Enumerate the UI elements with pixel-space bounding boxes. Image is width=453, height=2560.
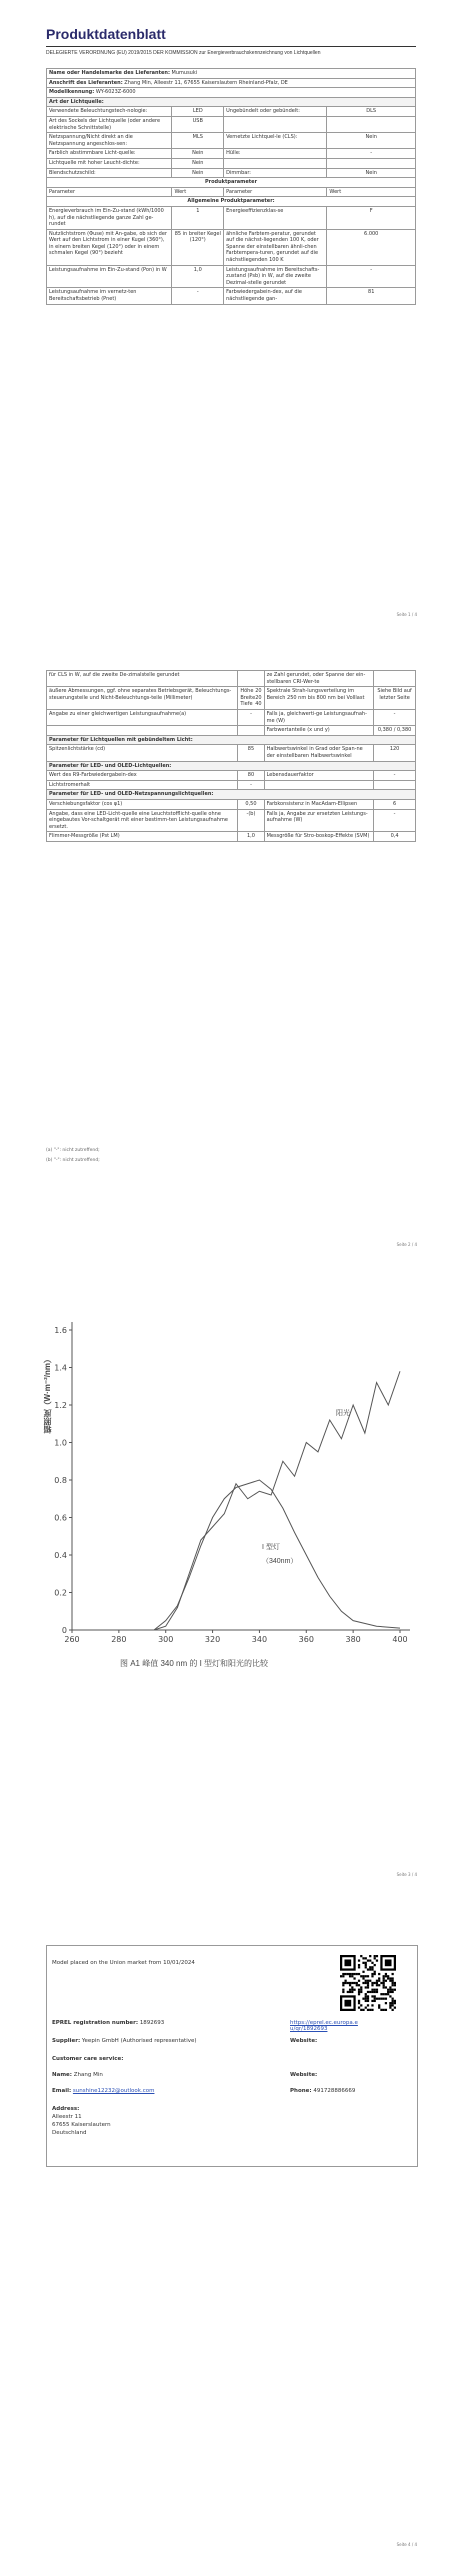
col-header: Wert (172, 187, 224, 197)
y-tick-label: 1.0 (54, 1438, 67, 1448)
x-tick-label: 360 (298, 1635, 314, 1644)
dimension-entry (240, 695, 261, 702)
dimension-entry (240, 688, 261, 695)
param-value: - (327, 265, 416, 288)
param-label: ähnliche Farbtem-peratur, gerundet auf die nächst-liegenden 100 K, oder Spanne der einstellbaren ähnli-chen Farbtempera-turen, gerundet auf die nächstliegenden 100 K (224, 229, 327, 265)
dimension-value: 40 (255, 701, 262, 708)
param-label: Farbkonsistenz in MacAdam-Ellipsen (264, 799, 374, 809)
chart-y-axis-label: 辐照度（W·m⁻²/nm） (43, 1355, 52, 1434)
supplier-row (52, 2038, 197, 2044)
param-label: Leistungsaufnahme im Ein-Zu-stand (Pon) in W (47, 265, 172, 288)
param-value: - (374, 809, 416, 832)
eprel-label: EPREL registration number: (52, 2020, 139, 2026)
eprel-row (52, 2020, 164, 2026)
y-tick-label: 0.8 (54, 1476, 67, 1485)
table-row (47, 168, 416, 178)
param-label: Farblich abstimmbare Licht-quelle: (47, 149, 172, 159)
chart-annotation-sun: 阳光 (336, 1410, 350, 1417)
param-value (374, 671, 416, 687)
page-3 (0, 1260, 453, 1891)
type-header: Art der Lichtquelle: (47, 97, 416, 107)
param-value: DLS (327, 107, 416, 117)
name-value: Zhang Min (73, 2072, 103, 2078)
model-value: WY-6023Z-6000 (95, 89, 136, 96)
param-value: 85 (238, 745, 264, 761)
dimension-entry (240, 701, 261, 708)
param-label: Energieverbrauch im Ein-Zu-stand (kWh/1000 h), auf die nächstliegende ganze Zahl ge-rundet (47, 206, 172, 229)
param-label: Spitzenlichtstärke (cd) (47, 745, 238, 761)
address-value: Zhang Min, Alleestr 11, 67655 Kaiserslautern Rheinland-Pfalz, DE (124, 79, 288, 86)
name-label: Name: (52, 2072, 72, 2078)
x-tick-label: 400 (392, 1635, 408, 1644)
x-tick-label: 280 (111, 1635, 127, 1644)
supplier-table (46, 68, 416, 305)
website-label: Website: (290, 2038, 318, 2044)
table-row (47, 133, 416, 149)
page-number: Seite 2 / 4 (396, 1242, 417, 1247)
param-label: Angabe, dass eine LED-Licht-quelle eine Leuchtstofflicht-quelle ohne eingebautes Vor-schaltgerät mit einer bestimm-ten Leistungsaufnahme ersetzt. (47, 809, 238, 832)
phone-label: Phone: (290, 2088, 312, 2094)
param-value: 6.000 (327, 229, 416, 265)
param-label: ze Zahl gerundet, oder Spanne der ein-stellbaren CRI-Wer-te (264, 671, 374, 687)
y-tick-label: 1.2 (54, 1401, 67, 1410)
table-row (47, 116, 416, 132)
param-value: 0,380 / 0,380 (374, 726, 416, 736)
param-label: Verwendete Beleuchtungstech-nologie: (47, 107, 172, 117)
table-row (47, 107, 416, 117)
x-tick-label: 300 (158, 1635, 174, 1644)
phone-row (290, 2088, 355, 2094)
param-label: Farbwertanteile (x und y) (264, 726, 374, 736)
dimension-label: Breite (240, 694, 256, 701)
email-link[interactable]: sunshine12232@outlook.com (72, 2088, 155, 2094)
param-label: Verschiebungsfaktor (cos φ1) (47, 799, 238, 809)
table-row (47, 265, 416, 288)
col-header: Parameter (47, 187, 172, 197)
param-label: Lichtquelle mit hoher Leucht-dichte: (47, 158, 172, 168)
param-value (238, 671, 264, 687)
params-header: Produktparameter (47, 178, 416, 188)
table-row (47, 771, 416, 781)
param-label: Energieeffizienzklas-se (224, 206, 327, 229)
param-label: Flimmer-Messgröße (Pst LM) (47, 832, 238, 842)
table-row (47, 206, 416, 229)
table-row (47, 799, 416, 809)
param-label: Art des Sockels der Lichtquelle (oder andere elektrische Schnittstelle) (47, 116, 172, 132)
brand-label: Name oder Handelsmarke des Lieferanten: (49, 70, 170, 76)
param-label: äußere Abmessungen, ggf. ohne separates Betriebsgerät, Beleuchtungs-steuerungsteile und Nicht-Beleuchtungs-teile (Millimeter) (47, 687, 238, 710)
param-value: Nein (172, 158, 224, 168)
email-row (52, 2088, 154, 2094)
param-value: - (238, 780, 264, 790)
footnote-b: (b) "-": nicht zutreffend; (46, 1158, 100, 1163)
table-row (47, 229, 416, 265)
param-value: 6 (374, 799, 416, 809)
param-value: 1,0 (238, 832, 264, 842)
param-label: Nutzlichtstrom (Φuse) mit An-gabe, ob sich der Wert auf den Lichtstrom in einer Kugel (360°), in einem breiten Kegel (120°) oder in einem schmalen Kegel (90°) bezieht (47, 229, 172, 265)
param-value: 80 (238, 771, 264, 781)
param-value (327, 116, 416, 132)
x-tick-label: 320 (204, 1635, 221, 1644)
param-label: Leistungsaufnahme im vernetz-ten Bereitschaftsbetrieb (Pnet) (47, 288, 172, 304)
param-label: Angabe zu einer gleichwertigen Leistungsaufnahme(a) (47, 709, 238, 725)
eprel-value: 1892693 (139, 2020, 165, 2026)
chart-annotation-lamp: I 型灯 (262, 1544, 280, 1551)
param-label: Falls ja, gleichwerti-ge Leistungsaufnah-me (W) (264, 709, 374, 725)
param-label: Lebensdauerfaktor (264, 771, 374, 781)
table-row (47, 288, 416, 304)
param-value: - (374, 709, 416, 725)
table-row (47, 149, 416, 159)
brand-value: Mumusuki (171, 70, 198, 76)
address-line: 67655 Kaiserslautern (52, 2122, 111, 2128)
param-value: MLS (172, 133, 224, 149)
param-label: Ungebündelt oder gebündelt: (224, 107, 327, 117)
supplier-label: Supplier: (52, 2038, 81, 2044)
param-value: - (172, 288, 224, 304)
table-row (47, 780, 416, 790)
param-value: -(b) (238, 809, 264, 832)
led-header: Parameter für LED- und OLED-Lichtquellen: (47, 761, 416, 771)
dimension-label: Tiefe (240, 701, 253, 708)
phone-value: 491728886669 (313, 2088, 356, 2094)
param-value: 85 in breiter Kegel (120°) (172, 229, 224, 265)
param-label: Messgröße für Stro-boskop-Effekte (SVM) (264, 832, 374, 842)
page-1 (0, 0, 453, 631)
param-value: Nein (327, 133, 416, 149)
param-label (47, 726, 238, 736)
website-label-2: Website: (290, 2072, 318, 2078)
table-row (47, 158, 416, 168)
table-row (47, 687, 416, 710)
chart-caption: 图 A1 峰值 340 nm 的 I 型灯和阳光的比较 (120, 1659, 269, 1668)
y-tick-label: 0.6 (54, 1513, 67, 1523)
address-line: Deutschland (52, 2130, 87, 2136)
customer-service-label: Customer care service: (52, 2056, 124, 2062)
param-value: 1,0 (172, 265, 224, 288)
col-header: Wert (327, 187, 416, 197)
page-number: Seite 1 / 4 (396, 612, 417, 617)
param-label: für CLS in W, auf die zweite De-zimalstelle gerundet (47, 671, 238, 687)
param-value: 0,4 (374, 832, 416, 842)
x-tick-label: 340 (251, 1635, 268, 1644)
email-label: Email: (52, 2088, 72, 2094)
eprel-link[interactable]: https://eprel.ec.europa.eu/qr/1892693 (290, 2020, 358, 2032)
x-tick-label: 380 (345, 1635, 361, 1644)
param-label: Farbwiedergabein-dex, auf die nächstliegende gan- (224, 288, 327, 304)
table-row (47, 726, 416, 736)
param-label: Falls ja, Angabe zur ersetzten Leistungs-aufnahme (W) (264, 809, 374, 832)
param-label (224, 116, 327, 132)
param-label: Spektrale Strah-lungsverteilung im Bereich 250 nm bis 800 nm bei Volllast (264, 687, 374, 710)
table-row (47, 832, 416, 842)
param-value: 120 (374, 745, 416, 761)
param-value: - (238, 709, 264, 725)
mains-header: Parameter für LED- und OLED-Netzspannungslichtquellen: (47, 790, 416, 800)
param-value: USB (172, 116, 224, 132)
param-label: Wert des R9-Farbwiedergabein-dex (47, 771, 238, 781)
document-title: Produktdatenblatt (46, 26, 166, 42)
directional-header: Parameter für Lichtquellen mit gebündeltem Licht: (47, 735, 416, 745)
series-line-0 (154, 1371, 400, 1630)
address-label-4: Address: (52, 2106, 80, 2112)
regulation-text: DELEGIERTE VERORDNUNG (EU) 2019/2015 DER KOMMISSION zur Energieverbrauchskennzeichnung von Lichtquellen (46, 50, 321, 56)
param-label: Lichtstromerhalt (47, 780, 238, 790)
supplier-value: Yeepin GmbH (Authorised representative) (81, 2038, 197, 2044)
param-label: Blendschutzschild: (47, 168, 172, 178)
general-header: Allgemeine Produktparameter: (47, 197, 416, 207)
title-divider (46, 46, 416, 47)
address-line: Alleestr 11 (52, 2114, 82, 2120)
param-label (224, 158, 327, 168)
dimension-value: 20 (255, 694, 262, 701)
page-number: Seite 3 / 4 (396, 1872, 417, 1877)
param-label: Halbwertswinkel in Grad oder Span-ne der einstellbaren Halbwertswinkel (264, 745, 374, 761)
model-label: Modellkennung: (49, 89, 95, 96)
spectral-chart (0, 1310, 453, 1670)
y-tick-label: 1.4 (54, 1363, 67, 1373)
param-value: 1 (172, 206, 224, 229)
param-value: 81 (327, 288, 416, 304)
col-header: Parameter (224, 187, 327, 197)
y-tick-label: 0.2 (54, 1588, 67, 1598)
y-tick-label: 0.4 (54, 1551, 67, 1560)
param-value (374, 780, 416, 790)
table-row (47, 671, 416, 687)
param-value (327, 158, 416, 168)
dimension-value: 20 (255, 688, 262, 695)
param-label: Netzspannung/Nicht direkt an die Netzspannung angeschlos-sen: (47, 133, 172, 149)
param-label: Hülle: (224, 149, 327, 159)
param-value: - (374, 771, 416, 781)
table-row (47, 745, 416, 761)
table-row (47, 809, 416, 832)
param-value: Nein (172, 149, 224, 159)
y-tick-label: 0 (61, 1626, 67, 1635)
dimensions-cell (238, 687, 264, 710)
y-tick-label: 1.6 (54, 1326, 67, 1335)
name-row (52, 2072, 103, 2078)
param-value: Nein (172, 168, 224, 178)
param-label: Dimmbar: (224, 168, 327, 178)
parameter-table-continued (46, 670, 416, 842)
qr-code (340, 1955, 396, 2011)
table-row (47, 709, 416, 725)
param-value: 0,50 (238, 799, 264, 809)
param-label (264, 780, 374, 790)
dimension-label: Höhe (240, 688, 254, 695)
address-label: Anschrift des Lieferanten: (49, 79, 123, 86)
param-value: F (327, 206, 416, 229)
param-value (238, 726, 264, 736)
page-2 (0, 630, 453, 1261)
param-value: Siehe Bild auf letzter Seite (374, 687, 416, 710)
param-value: LED (172, 107, 224, 117)
chart-annotation-lamp-peak: （340nm） (262, 1558, 298, 1565)
param-label: Leistungsaufnahme im Bereitschafts-zustand (Psb) in W, auf die zweite Dezimal-stelle gerundet (224, 265, 327, 288)
market-placement-text: Model placed on the Union market from 10/01/2024 (52, 1960, 195, 1966)
param-value: - (327, 149, 416, 159)
param-label: Vernetzte Lichtquel-le (CLS): (224, 133, 327, 149)
page-number: Seite 4 / 4 (396, 2542, 417, 2547)
footnote-a: (a) "-": nicht zutreffend; (46, 1148, 100, 1153)
param-value: Nein (327, 168, 416, 178)
series-line-1 (154, 1480, 400, 1630)
x-tick-label: 260 (64, 1635, 80, 1644)
